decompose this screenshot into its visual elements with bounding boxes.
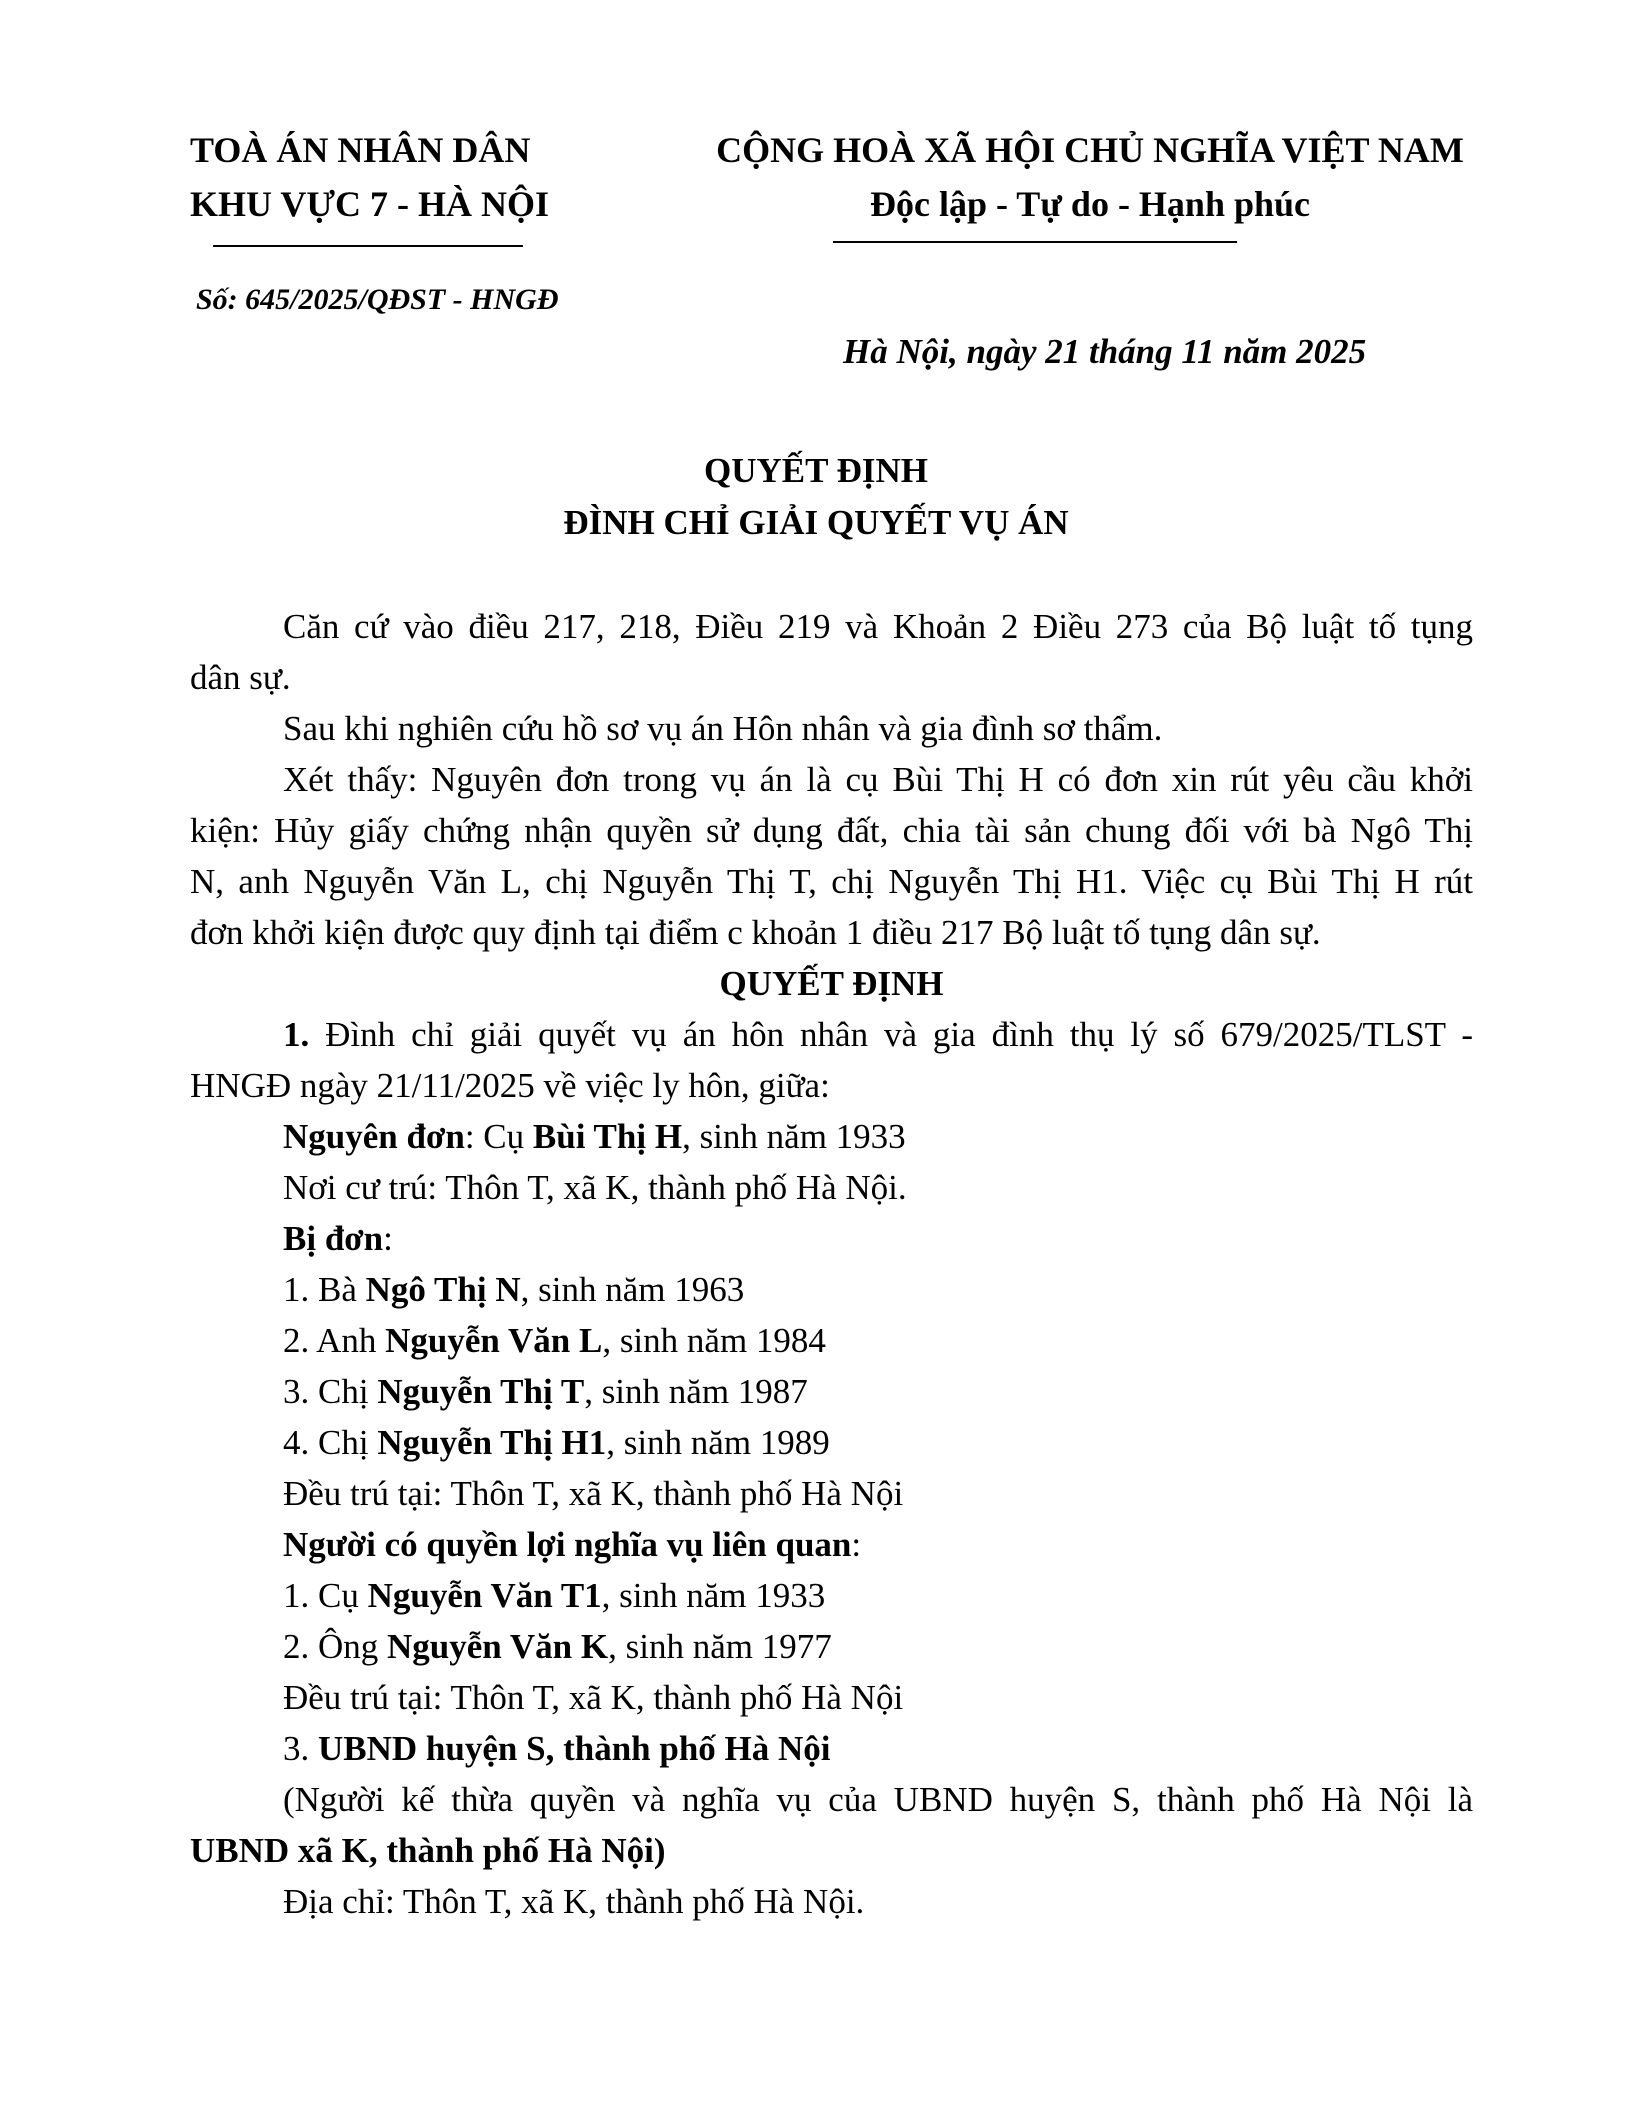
text: 2. Ông xyxy=(283,1627,388,1666)
text: HNGĐ ngày 21/11/2025 về việc ly hôn, giữa: xyxy=(190,1066,830,1105)
text: dân sự. xyxy=(190,658,291,697)
nation-motto: Độc lập - Tự do - Hạnh phúc xyxy=(869,184,1311,224)
text: Đều trú tại: Thôn T, xã K, thành phố Hà Nội xyxy=(283,1678,904,1717)
bold-text: Ngô Thị N xyxy=(365,1270,521,1309)
text: Nơi cư trú: Thôn T, xã K, thành phố Hà Nội. xyxy=(283,1168,907,1207)
bold-text: Nguyễn Văn K xyxy=(387,1627,609,1666)
text: 4. Chị xyxy=(283,1423,378,1462)
bold-text: Nguyễn Văn T1 xyxy=(367,1576,602,1615)
bold-text: Nguyên đơn xyxy=(283,1117,465,1156)
body-line xyxy=(190,1417,1473,1468)
document-title: QUYẾT ĐỊNH xyxy=(704,451,928,490)
text: Sau khi nghiên cứu hồ sơ vụ án Hôn nhân và gia đình sơ thẩm. xyxy=(283,709,1163,748)
document-number: Số: 645/2025/QĐST - HNGĐ xyxy=(196,283,559,316)
text: : Cụ xyxy=(464,1117,533,1156)
body-line xyxy=(190,1570,1473,1621)
text: , sinh năm 1933 xyxy=(682,1117,906,1156)
text: Đều trú tại: Thôn T, xã K, thành phố Hà Nội xyxy=(283,1474,904,1513)
text: Địa chỉ: Thôn T, xã K, thành phố Hà Nội. xyxy=(283,1882,865,1921)
text: đơn khởi kiện được quy định tại điểm c khoản 1 điều 217 Bộ luật tố tụng dân sự. xyxy=(190,913,1321,952)
body-line xyxy=(190,754,1473,805)
text: kiện: Hủy giấy chứng nhận quyền sử dụng đất, chia tài sản chung đối với bà Ngô Thị xyxy=(190,811,1473,850)
text: 1. Bà xyxy=(283,1270,366,1309)
body-line xyxy=(190,652,1473,703)
text: : xyxy=(383,1219,393,1258)
body-line xyxy=(190,1366,1473,1417)
bold-text: UBND xã K, thành phố Hà Nội) xyxy=(190,1831,666,1870)
text: 2. Anh xyxy=(283,1321,386,1360)
bold-text: UBND huyện S, thành phố Hà Nội xyxy=(318,1729,831,1768)
document-date: Hà Nội, ngày 21 tháng 11 năm 2025 xyxy=(843,332,1367,371)
body-line xyxy=(190,1213,1473,1264)
body-line xyxy=(190,1519,1473,1570)
document-body xyxy=(190,601,1473,1927)
text: (Người kế thừa quyền và nghĩa vụ của UBND huyện S, thành phố Hà Nội là xyxy=(283,1780,1473,1819)
body-line xyxy=(190,601,1473,652)
body-line xyxy=(190,1723,1473,1774)
body-line xyxy=(190,1621,1473,1672)
court-name-line1: TOÀ ÁN NHÂN DÂN xyxy=(190,130,531,170)
document-subtitle: ĐÌNH CHỈ GIẢI QUYẾT VỤ ÁN xyxy=(563,503,1069,542)
body-line xyxy=(190,1774,1473,1825)
text: , sinh năm 1977 xyxy=(608,1627,832,1666)
text: , sinh năm 1987 xyxy=(584,1372,808,1411)
body-line xyxy=(190,1111,1473,1162)
body-line xyxy=(190,1468,1473,1519)
court-divider xyxy=(213,245,523,247)
text: , sinh năm 1963 xyxy=(520,1270,745,1309)
text: N, anh Nguyễn Văn L, chị Nguyễn Thị T, chị Nguyễn Thị H1. Việc cụ Bùi Thị H rút xyxy=(190,862,1473,901)
body-line xyxy=(190,1315,1473,1366)
body-line xyxy=(190,1060,1473,1111)
nation-divider xyxy=(833,241,1237,243)
text: Xét thấy: Nguyên đơn trong vụ án là cụ Bùi Thị H có đơn xin rút yêu cầu khởi xyxy=(283,760,1473,799)
text: , sinh năm 1984 xyxy=(602,1321,826,1360)
text: 1. Cụ xyxy=(283,1576,368,1615)
nation-name: CỘNG HOÀ XÃ HỘI CHỦ NGHĨA VIỆT NAM xyxy=(716,130,1464,170)
text: : xyxy=(851,1525,862,1564)
court-name-line2: KHU VỰC 7 - HÀ NỘI xyxy=(190,184,549,224)
body-line xyxy=(190,1672,1473,1723)
body-line xyxy=(190,907,1473,958)
text: QUYẾT ĐỊNH xyxy=(719,964,944,1003)
body-line xyxy=(190,703,1473,754)
body-line xyxy=(190,1264,1473,1315)
body-line xyxy=(190,1009,1473,1060)
body-line xyxy=(190,805,1473,856)
body-line xyxy=(190,1876,1473,1927)
bold-text: Bùi Thị H xyxy=(532,1117,683,1156)
text: , sinh năm 1933 xyxy=(601,1576,826,1615)
bold-text: 1. xyxy=(283,1015,310,1054)
bold-text: Nguyễn Văn L xyxy=(385,1321,603,1360)
text: Đình chỉ giải quyết vụ án hôn nhân và gia đình thụ lý số 679/2025/TLST - xyxy=(309,1015,1473,1054)
bold-text: Bị đơn xyxy=(283,1219,384,1258)
bold-text: Người có quyền lợi nghĩa vụ liên quan xyxy=(283,1525,852,1564)
body-line xyxy=(190,856,1473,907)
text: 3. xyxy=(283,1729,318,1768)
section-heading xyxy=(190,958,1473,1009)
body-line xyxy=(190,1825,1473,1876)
text: , sinh năm 1989 xyxy=(606,1423,830,1462)
bold-text: Nguyễn Thị H1 xyxy=(377,1423,607,1462)
body-line xyxy=(190,1162,1473,1213)
text: Căn cứ vào điều 217, 218, Điều 219 và Khoản 2 Điều 273 của Bộ luật tố tụng xyxy=(283,607,1473,646)
text: 3. Chị xyxy=(283,1372,378,1411)
bold-text: Nguyễn Thị T xyxy=(377,1372,585,1411)
